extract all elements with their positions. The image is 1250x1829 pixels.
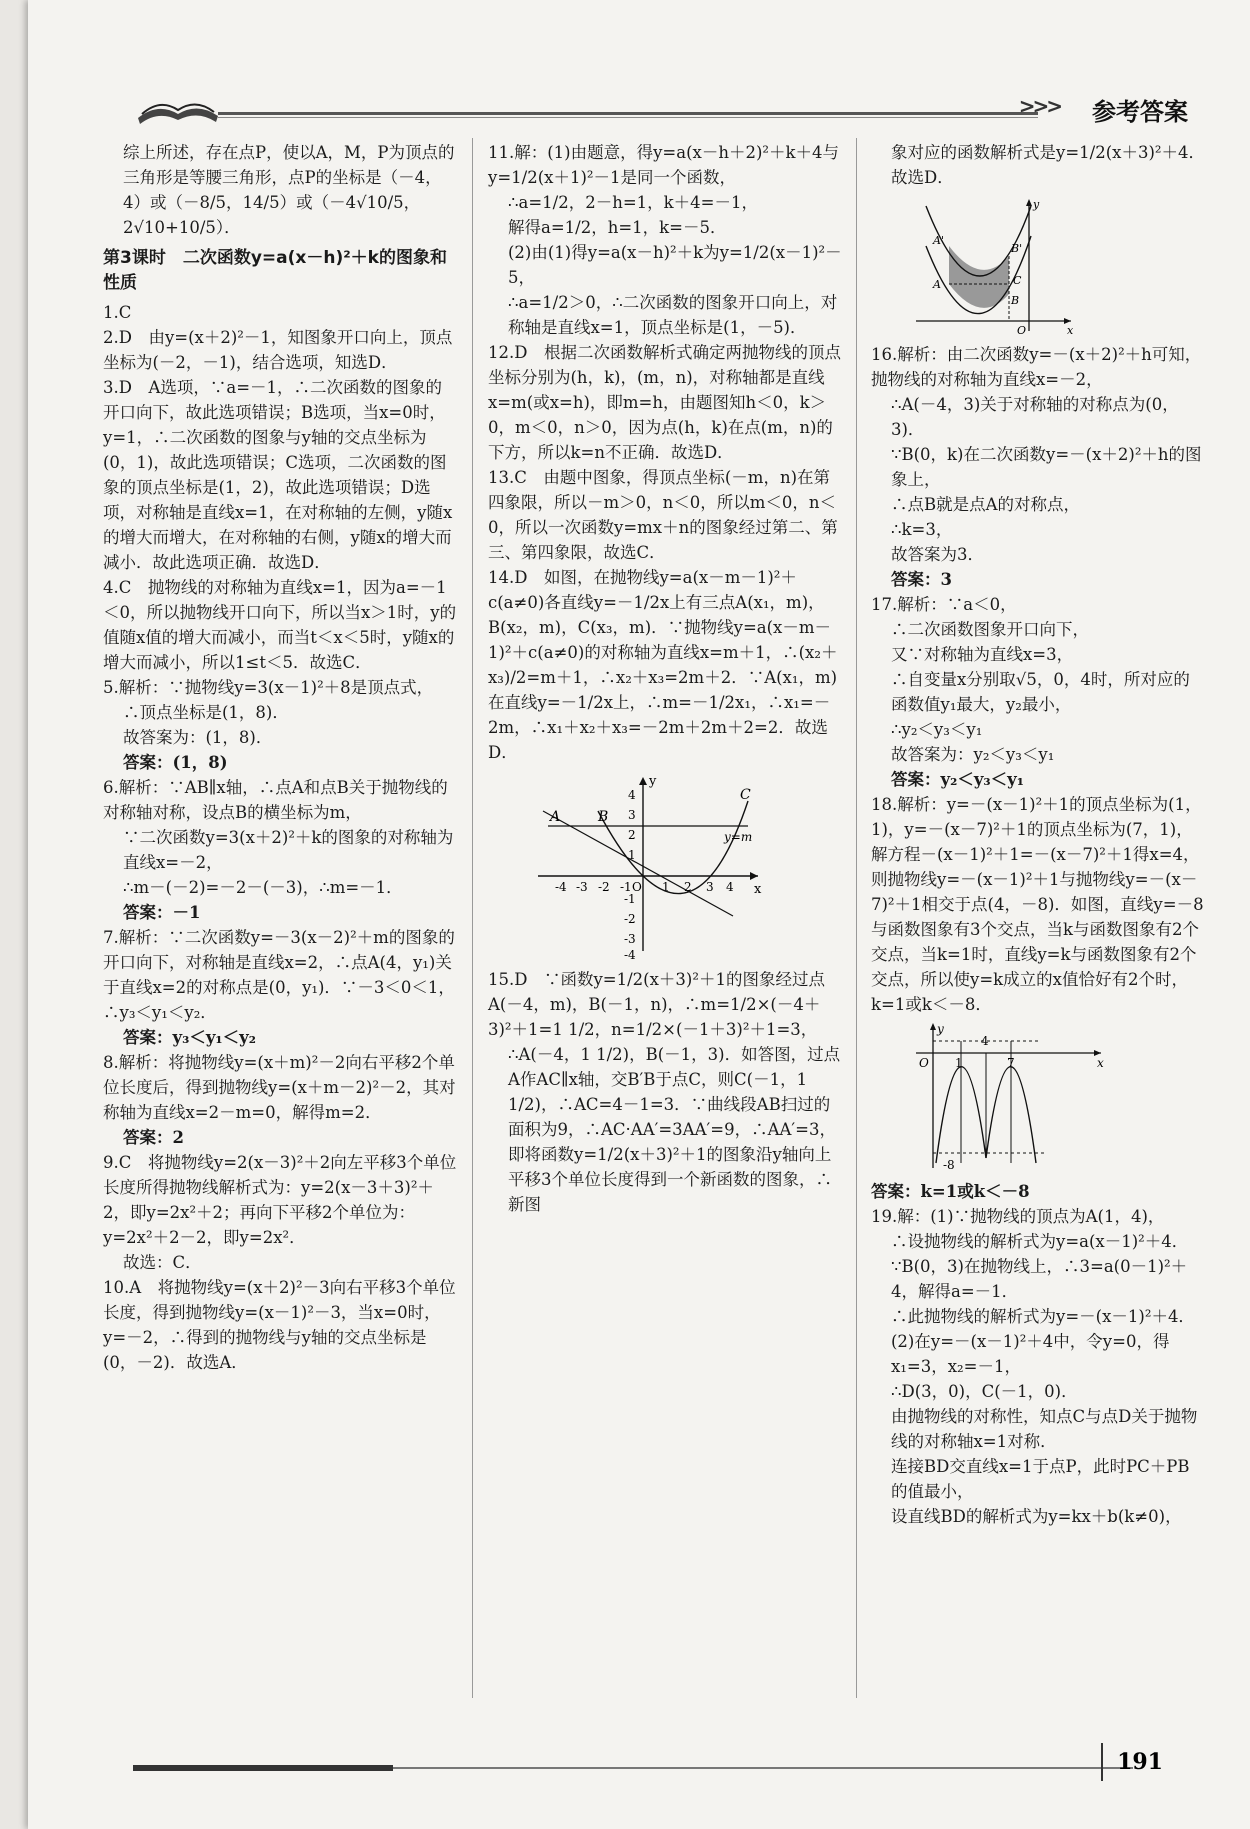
lesson-heading: 第3课时 二次函数y=a(x－h)²＋k的图象和性质 (103, 248, 447, 293)
answer-line: 设直线BD的解析式为y=kx＋b(k≠0)， (891, 1507, 1182, 1526)
answer-line: ∴A(－4，1 1/2)，B(－1，3)．如答图，过点A作AC∥x轴，交B′B于点C，则C(－1，1 1/2)，∴AC=4－1=3．∵曲线段AB扫过的面积为9，∴AC·AA′=3AA′=9，∴AA′=3，即将函数y=1/2(x＋3)²＋1的图象沿y轴向上平移3个单位长度得到一个新函数的图象，∴新图 (508, 1045, 841, 1214)
answer-item: 9.C 将抛物线y=2(x－3)²＋2向左平移3个单位长度所得抛物线解析式为：y=2(x－3＋3)²＋2，即y=2x²＋2；再向下平移2个单位为：y=2x²＋2－2，即y=2x²． (103, 1153, 457, 1247)
section-title: 参考答案 (1092, 98, 1188, 126)
answer-result: 答案：3 (891, 570, 952, 589)
answer-item: 1.C (103, 303, 132, 322)
figure-18-graph (911, 1023, 1111, 1173)
y-tick: -1 (624, 892, 636, 906)
answer-result: 答案：－1 (123, 903, 201, 922)
line-label: y=m (724, 830, 753, 844)
answer-item: 6.解析：∵AB∥x轴，∴点A和点B关于抛物线的对称轴对称，设点B的横坐标为m， (103, 778, 448, 822)
answer-line: ∵B(0，k)在二次函数y=－(x＋2)²＋h的图象上， (891, 445, 1202, 489)
answer-line: ∴m－(－2)=－2－(－3)，∴m=－1． (123, 878, 403, 897)
footer-divider (1101, 1743, 1103, 1781)
answer-line: ∴a=1/2＞0，∴二次函数的图象开口向上，对称轴是直线x=1，顶点坐标是(1，－5)． (508, 293, 838, 337)
y-tick: 3 (628, 808, 636, 822)
point-b-prime-label: B' (1011, 242, 1023, 255)
answer-item: 8.解析：将抛物线y=(x＋m)²－2向右平移2个单位长度后，得到抛物线y=(x＋m－2)²－2，其对称轴为直线x=2－m=0，解得m=2． (103, 1053, 456, 1122)
point-b-label: B (598, 809, 609, 825)
tick-7: 7 (1007, 1056, 1015, 1070)
answer-item: 16.解析：由二次函数y=－(x＋2)²＋h可知，抛物线的对称轴为直线x=－2， (871, 345, 1202, 389)
answer-line: ∴A(－4，3)关于对称轴的对称点为(0，3)． (891, 395, 1179, 439)
answer-item: 12.D 根据二次函数解析式确定两抛物线的顶点坐标分别为(h，k)，(m，n)，对称轴都是直线x=m(或x=h)，即m=h，由题图知h＜0，k＞0，m＜0，n＞0，因为点(h，k)在点(m，n)的下方，所以k=n不正确．故选D． (488, 343, 841, 462)
answer-item: 13.C 由题中图象，得顶点坐标(－m，n)在第四象限，所以－m＞0，n＜0，所以m＜0，n＜0，所以一次函数y=mx＋n的图象经过第二、第三、第四象限，故选C． (488, 468, 838, 562)
x-tick: O (632, 880, 642, 894)
answer-item: 3.D A选项，∵a=－1，∴二次函数的图象的开口向下，故此选项错误；B选项，当x=0时，y=1，∴二次函数的图象与y轴的交点坐标为(0，1)，故此选项错误；C选项，二次函数的图象的顶点坐标是(1，2)，故此选项错误；D选项，对称轴是直线x=1，在对称轴的左侧，y随x的增大而增大，在对称轴的右侧，y随x的增大而减小．故此选项正确．故选D． (103, 378, 453, 572)
answer-item: 4.C 抛物线的对称轴为直线x=1，因为a=－1＜0，所以抛物线开口向下，所以当x＞1时，y的值随x值的增大而减小，而当t＜x＜5时，y随x的增大而减小，所以1≤t＜5．故选C． (103, 578, 457, 672)
answer-line: ∴此抛物线的解析式为y=－(x－1)²＋4． (891, 1307, 1195, 1326)
x-axis-label: x (1067, 324, 1074, 336)
footer-rule (393, 1767, 1133, 1769)
tick-1: 1 (955, 1056, 963, 1070)
answer-line: 解得a=1/2，h=1，k=－5． (508, 218, 727, 237)
answer-line: 故选：C． (123, 1253, 202, 1272)
answer-line: ∴点B就是点A的对称点， (891, 495, 1081, 514)
y-tick: -4 (624, 948, 636, 961)
y-tick: 4 (628, 788, 636, 802)
answer-result: 答案：(1，8) (123, 753, 228, 772)
answer-line: ∵二次函数y=3(x＋2)²＋k的图象的对称轴为直线x=－2， (123, 828, 454, 872)
answer-item: 18.解析：y=－(x－1)²＋1的顶点坐标为(1，1)，y=－(x－7)²＋1的顶点坐标为(7，1)，解方程－(x－1)²＋1=－(x－7)²＋1得x=4，则抛物线y=－(x－1)²＋1与抛物线y=－(x－7)²＋1相交于点(4，－8)．如图，直线y=－8与函数图象有3个交点，当k与函数图象有2个交点，当k=1时，直线y=k与函数图象有2个交点，所以使y=k成立的x值恰好有2个时，k=1或k＜－8． (871, 795, 1204, 1014)
line-y-neg-half-x (543, 811, 733, 916)
answer-line: 故答案为：y₂＜y₃＜y₁ (891, 745, 1055, 764)
answer-item: 11.解：(1)由题意，得y=a(x－h＋2)²＋k＋4与y=1/2(x＋1)²－1是同一个函数， (488, 143, 840, 187)
answer-paragraph: 综上所述，存在点P，使以A，M，P为顶点的三角形是等腰三角形，点P的坐标是（－4，4）或（－8/5，14/5）或（－4√10/5，2√10+10/5）． (123, 143, 455, 237)
answer-item: 2.D 由y=(x＋2)²－1，知图象开口向上，顶点坐标为(－2，－1)，结合选项，知选D． (103, 328, 453, 372)
header-rule (218, 112, 1038, 115)
tick-neg-8: -8 (943, 1158, 955, 1172)
point-c-label: C (740, 787, 751, 803)
answer-line: 由抛物线的对称性，知点C与点D关于抛物线的对称轴x=1对称． (891, 1407, 1198, 1451)
x-tick: 3 (706, 880, 714, 894)
x-tick: 2 (684, 880, 692, 894)
answer-line: ∴自变量x分别取√5，0，4时，所对应的函数值y₁最大，y₂最小， (891, 670, 1190, 714)
figure-14-graph (528, 771, 768, 961)
header-rule-thin (218, 117, 1038, 118)
answer-item: 19.解：(1)∵抛物线的顶点为A(1，4)， (871, 1207, 1165, 1226)
page-number: 191 (1117, 1749, 1163, 1775)
answer-line: ∴顶点坐标是(1，8)． (123, 703, 289, 722)
answer-line: (2)由(1)得y=a(x－h)²＋k为y=1/2(x－1)²－5， (508, 243, 842, 287)
page-footer (133, 1749, 1203, 1785)
answer-line: ∴设抛物线的解析式为y=a(x－1)²＋4． (891, 1232, 1189, 1251)
y-axis-label: y (649, 774, 657, 789)
answer-line: ∴y₂＜y₃＜y₁ (891, 720, 983, 739)
column-divider (856, 138, 857, 1698)
y-tick: 1 (628, 848, 636, 862)
answer-line: 连接BD交直线x=1于点P，此时PC＋PB的值最小， (891, 1457, 1190, 1501)
tick-4: 4 (981, 1034, 989, 1048)
x-tick: -1 (620, 880, 632, 894)
x-tick: 4 (726, 880, 734, 894)
answer-line: (2)在y=－(x－1)²＋4中，令y=0，得x₁=3，x₂=－1， (891, 1332, 1170, 1376)
x-axis-label: x (754, 882, 762, 897)
answer-line: 故答案为：(1，8)． (123, 728, 273, 747)
x-tick: -2 (598, 880, 610, 894)
answer-line: 象对应的函数解析式是y=1/2(x＋3)²＋4．故选D． (891, 143, 1205, 187)
x-tick: -4 (555, 880, 567, 894)
point-a-prime-label: A' (933, 234, 944, 247)
y-tick-labels (624, 788, 636, 961)
x-tick: 1 (662, 880, 670, 894)
point-b-label: B (1011, 294, 1020, 307)
column-middle (488, 140, 843, 1217)
point-a-label: A (550, 809, 561, 825)
answer-result: 答案：y₂＜y₃＜y₁ (891, 770, 1024, 789)
answer-item: 10.A 将抛物线y=(x＋2)²－3向右平移3个单位长度，得到抛物线y=(x－1)²－3，当x=0时，y=－2，∴得到的抛物线与y轴的交点坐标是(0，－2)．故选A． (103, 1278, 456, 1372)
y-tick: -3 (624, 932, 636, 946)
answer-result: 答案：2 (123, 1128, 184, 1147)
answer-line: ∴k=3， (891, 520, 953, 539)
shaded-region (949, 246, 1009, 308)
answer-line: ∵B(0，3)在抛物线上，∴3=a(0－1)²＋4，解得a=－1． (891, 1257, 1188, 1301)
y-tick: -2 (624, 912, 636, 926)
answer-item: 17.解析：∵a＜0， (871, 595, 1017, 614)
y-axis-label: y (937, 1023, 944, 1036)
x-tick-labels (555, 880, 734, 894)
answer-line: 故答案为3． (891, 545, 984, 564)
answer-line: ∴二次函数图象开口向下， (891, 620, 1089, 639)
book-icon (128, 92, 228, 128)
figure-15-graph (911, 196, 1081, 336)
point-c-label: C (1013, 274, 1022, 287)
answer-item: 7.解析：∵二次函数y=－3(x－2)²＋m的图象的开口向下，对称轴是直线x=2，∴点A(4，y₁)关于直线x=2的对称点是(0，y₁)．∵－3＜0＜1，∴y₃＜y₁＜y₂． (103, 928, 455, 1022)
answer-line: ∴D(3，0)，C(－1，0)． (891, 1382, 1078, 1401)
column-right (871, 140, 1206, 1529)
column-left (103, 140, 458, 1375)
column-divider (472, 138, 473, 1698)
x-axis-label: x (1097, 1056, 1104, 1070)
origin-label: O (919, 1056, 929, 1070)
answer-item: 15.D ∵函数y=1/2(x＋3)²＋1的图象经过点A(－4，m)，B(－1，n)，∴m=1/2×(－4＋3)²＋1=1 1/2，n=1/2×(－1＋3)²＋1=3， (488, 970, 825, 1039)
answer-item: 14.D 如图，在抛物线y=a(x－m－1)²＋c(a≠0)各直线y=－1/2x上有三点A(x₁，m)，B(x₂，m)，C(x₃，m)．∵抛物线y=a(x－m－1)²＋c(a≠0)的对称轴为直线x=m＋1，∴(x₂＋x₃)/2=m＋1，∴x₂＋x₃=2m＋2．∵A(x₁，m)在直线y=－1/2x上，∴m=－1/2x₁，∴x₁=－2m，∴x₁＋x₂＋x₃=－2m＋2m＋2=2．故选D． (488, 568, 838, 762)
answer-line: 又∵对称轴为直线x=3， (891, 645, 1074, 664)
answer-page (28, 0, 1250, 1829)
y-tick: 2 (628, 828, 636, 842)
answer-result: 答案：y₃＜y₁＜y₂ (123, 1028, 256, 1047)
y-axis-label: y (1033, 198, 1040, 211)
point-a-label: A (933, 278, 941, 291)
answer-line: ∴a=1/2，2－h=1，k＋4=－1， (508, 193, 758, 212)
x-tick: -3 (576, 880, 588, 894)
answer-result: 答案：k=1或k＜－8 (871, 1182, 1030, 1201)
chevrons-icon: >>> (1018, 94, 1060, 118)
footer-bar (133, 1765, 393, 1771)
origin-label: O (1017, 324, 1027, 336)
answer-item: 5.解析：∵抛物线y=3(x－1)²＋8是顶点式， (103, 678, 434, 697)
page-header (108, 92, 1188, 128)
